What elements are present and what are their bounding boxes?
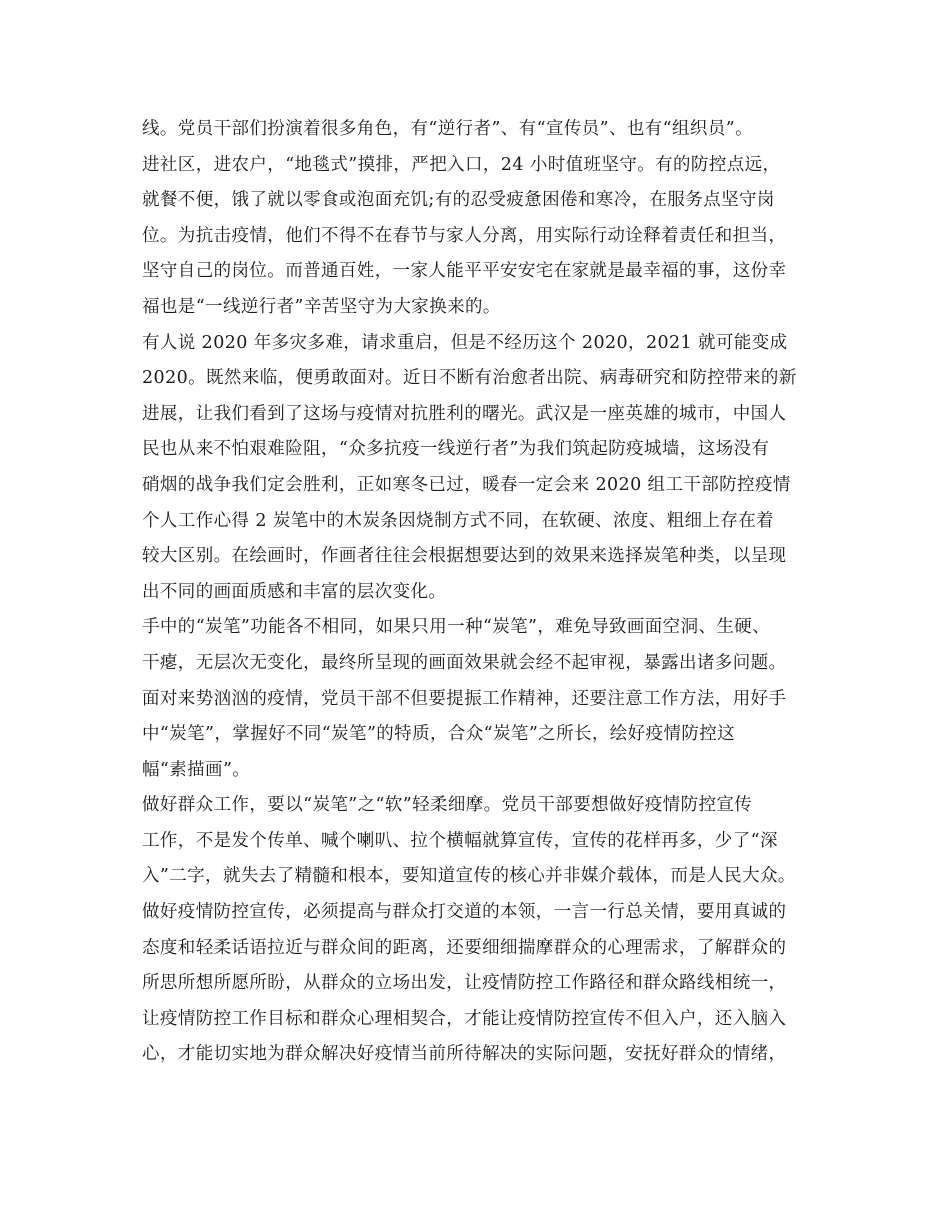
text-line: 较大区别。在绘画时，作画者往往会根据想要达到的效果来选择炭笔种类，以呈现: [142, 546, 787, 567]
text-line: 进社区，进农户，“地毯式”摸排，严把入口，24 小时值班坚守。有的防控点远，: [142, 154, 781, 175]
text-line: 做好群众工作，要以“炭笔”之“软”轻柔细摩。党员干部要想做好疫情防控宣传: [142, 795, 753, 816]
text-line: 线。党员干部们扮演着很多角色，有“逆行者”、有“宣传员”、也有“组织员”。: [142, 119, 753, 139]
document-body: [142, 112, 822, 1073]
text-line: 入”二字，就失去了精髓和根本，要知道宣传的核心并非媒介载体，而是人民大众。: [142, 866, 796, 887]
text-line: 手中的“炭笔”功能各不相同，如果只用一种“炭笔”，难免导致画面空洞、生硬、: [142, 617, 771, 638]
text-line: 位。为抗击疫情，他们不得不在春节与家人分离，用实际行动诠释着责任和担当，: [142, 225, 787, 246]
text-line: 出不同的画面质感和丰富的层次变化。: [142, 581, 447, 602]
text-line: 心，才能切实地为群众解决好疫情当前所待解决的实际问题，安抚好群众的情绪，: [142, 1044, 787, 1065]
text-line: 中“炭笔”，掌握好不同“炭笔”的特质，合众“炭笔”之所长，绘好疫情防控这: [142, 724, 736, 745]
text-line: 幅“素描画”。: [142, 759, 251, 780]
text-line: 民也从来不怕艰难险阻，“众多抗疫一线逆行者”为我们筑起防疫城墙，这场没有: [142, 439, 770, 460]
text-line: 福也是“一线逆行者”辛苦坚守为大家换来的。: [142, 296, 501, 317]
text-line: 让疫情防控工作目标和群众心理相契合，才能让疫情防控宣传不但入户，还入脑入: [142, 1008, 787, 1029]
text-line: 进展，让我们看到了这场与疫情对抗胜利的曙光。武汉是一座英雄的城市，中国人: [142, 403, 787, 424]
text-line: 面对来势汹汹的疫情，党员干部不但要提振工作精神，还要注意工作方法，用好手: [142, 688, 787, 709]
text-line: 干瘪，无层次无变化，最终所呈现的画面效果就会经不起审视，暴露出诸多问题。: [142, 652, 787, 673]
text-line: 2020。既然来临，便勇敢面对。近日不断有治愈者出院、病毒研究和防控带来的新: [142, 368, 797, 389]
text-line: 坚守自己的岗位。而普通百姓，一家人能平平安安宅在家就是最幸福的事，这份幸: [142, 261, 787, 282]
text-line: 做好疫情防控宣传，必须提高与群众打交道的本领，一言一行总关情，要用真诚的: [142, 902, 787, 923]
text-line: 个人工作心得 2 炭笔中的木炭条因烧制方式不同，在软硬、浓度、粗细上存在着: [142, 510, 775, 531]
text-line: 硝烟的战争我们定会胜利，正如寒冬已过，暖春一定会来 2020 组工干部防控疫情: [142, 474, 791, 495]
text-line: 工作，不是发个传单、喊个喇叭、拉个横幅就算宣传，宣传的花样再多，少了“深: [142, 830, 778, 851]
text-line: 就餐不便，饿了就以零食或泡面充饥;有的忍受疲惫困倦和寒冷，在服务点坚守岗: [142, 190, 775, 211]
text-line: 态度和轻柔话语拉近与群众间的距离，还要细细揣摩群众的心理需求，了解群众的: [142, 937, 787, 958]
text-line: 有人说 2020 年多灾多难，请求重启，但是不经历这个 2020，2021 就可能变成: [142, 332, 788, 353]
text-line: 所思所想所愿所盼，从群众的立场出发，让疫情防控工作路径和群众路线相统一，: [142, 973, 787, 994]
